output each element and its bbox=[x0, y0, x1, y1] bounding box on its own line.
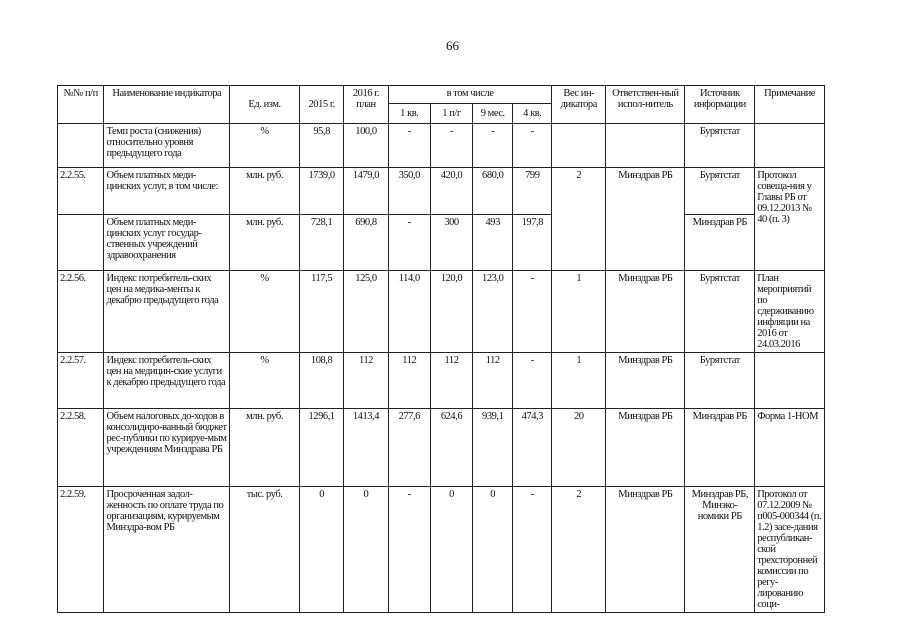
header-responsible: Ответствен-ный испол-нитель bbox=[606, 86, 685, 124]
indicator-name: Индекс потребитель-ских цен на медика-менты к декабрю предыдущего года bbox=[104, 271, 230, 353]
note: Форма 1-НОМ bbox=[755, 409, 825, 487]
header-9m: 9 мес. bbox=[473, 104, 513, 124]
table-row: Темп роста (снижения) относительно уровня предыдущего года % 95,8 100,0 - - - - Бурятстат bbox=[58, 124, 825, 168]
row-number: 2.2.55. bbox=[58, 168, 104, 215]
header-source: Источник информации bbox=[685, 86, 755, 124]
header-including: в том числе bbox=[388, 86, 552, 104]
note: Протокол совеща-ния у Главы РБ от 09.12.2013 № 40 (п. 3) bbox=[755, 168, 825, 271]
note: План мероприятий по сдерживанию инфляции на 2016 от 24.03.2016 bbox=[755, 271, 825, 353]
table-row: 2.2.59. Просроченная задол-женность по оплате труда по организациям, курируемым Минздра-вом РБ тыс. руб. 0 0 - 0 0 - 2 Минздрав РБ Минздрав РБ, Минэко-номики РБ Протокол от 07.12.2009 № п005-000344 (п. 1.2) засе-дания республикан-ской трехсторонней комиссии по регу-лированию соци- bbox=[58, 487, 825, 613]
page-number: 66 bbox=[446, 38, 459, 53]
indicator-name: Объем платных меди-цинских услуг, в том числе: bbox=[104, 168, 230, 215]
table-row: 2.2.55. Объем платных меди-цинских услуг, в том числе: млн. руб. 1739,0 1479,0 350,0 420,0 680,0 799 2 Минздрав РБ Бурятстат Протокол совеща-ния у Главы РБ от 09.12.2013 № 40 (п. 3) bbox=[58, 168, 825, 215]
indicator-name: Объем платных меди-цинских услуг государ-ственных учреждений здравоохранения bbox=[104, 215, 230, 271]
header-q4: 4 кв. bbox=[513, 104, 552, 124]
row-number: 2.2.58. bbox=[58, 409, 104, 487]
table-row: 2.2.57. Индекс потребитель-ских цен на медицин-ские услуги к декабрю предыдущего года % 108,8 112 112 112 112 - 1 Минздрав РБ Бурятстат bbox=[58, 353, 825, 409]
indicator-name: Темп роста (снижения) относительно уровня предыдущего года bbox=[104, 124, 230, 168]
row-number: 2.2.56. bbox=[58, 271, 104, 353]
header-note: Примечание bbox=[755, 86, 825, 124]
header-weight: Вес ин-дикатора bbox=[552, 86, 606, 124]
header-name: Наименование индикатора bbox=[104, 86, 230, 124]
indicators-table bbox=[57, 85, 825, 613]
header-num: №№ п/п bbox=[58, 86, 104, 124]
table-row: 2.2.56. Индекс потребитель-ских цен на медика-менты к декабрю предыдущего года % 117,5 125,0 114,0 120,0 123,0 - 1 Минздрав РБ Бурятстат План мероприятий по сдерживанию инфляции на 2016 от 24.03.2016 bbox=[58, 271, 825, 353]
header-2016: 2016 г. план bbox=[344, 86, 388, 124]
header-2015: 2015 г. bbox=[299, 86, 343, 124]
indicator-name: Просроченная задол-женность по оплате труда по организациям, курируемым Минздра-вом РБ bbox=[104, 487, 230, 613]
indicator-name: Индекс потребитель-ских цен на медицин-ские услуги к декабрю предыдущего года bbox=[104, 353, 230, 409]
header-q1: 1 кв. bbox=[388, 104, 430, 124]
note: Протокол от 07.12.2009 № п005-000344 (п. 1.2) засе-дания республикан-ской трехсторонней комиссии по регу-лированию соци- bbox=[755, 487, 825, 613]
header-unit: Ед. изм. bbox=[230, 86, 300, 124]
header-h1: 1 п/г bbox=[430, 104, 472, 124]
row-number: 2.2.59. bbox=[58, 487, 104, 613]
table-row: 2.2.58. Объем налоговых до-ходов в консолидиро-ванный бюджет рес-публики по курируе-мым учреждениям Минздрава РБ млн. руб. 1296,1 1413,4 277,6 624,6 939,1 474,3 20 Минздрав РБ Минздрав РБ Форма 1-НОМ bbox=[58, 409, 825, 487]
indicator-name: Объем налоговых до-ходов в консолидиро-ванный бюджет рес-публики по курируе-мым учреждениям Минздрава РБ bbox=[104, 409, 230, 487]
row-number: 2.2.57. bbox=[58, 353, 104, 409]
table-row: Объем платных меди-цинских услуг государ-ственных учреждений здравоохранения млн. руб. 728,1 690,8 - 300 493 197,8 Минздрав РБ bbox=[58, 215, 825, 271]
